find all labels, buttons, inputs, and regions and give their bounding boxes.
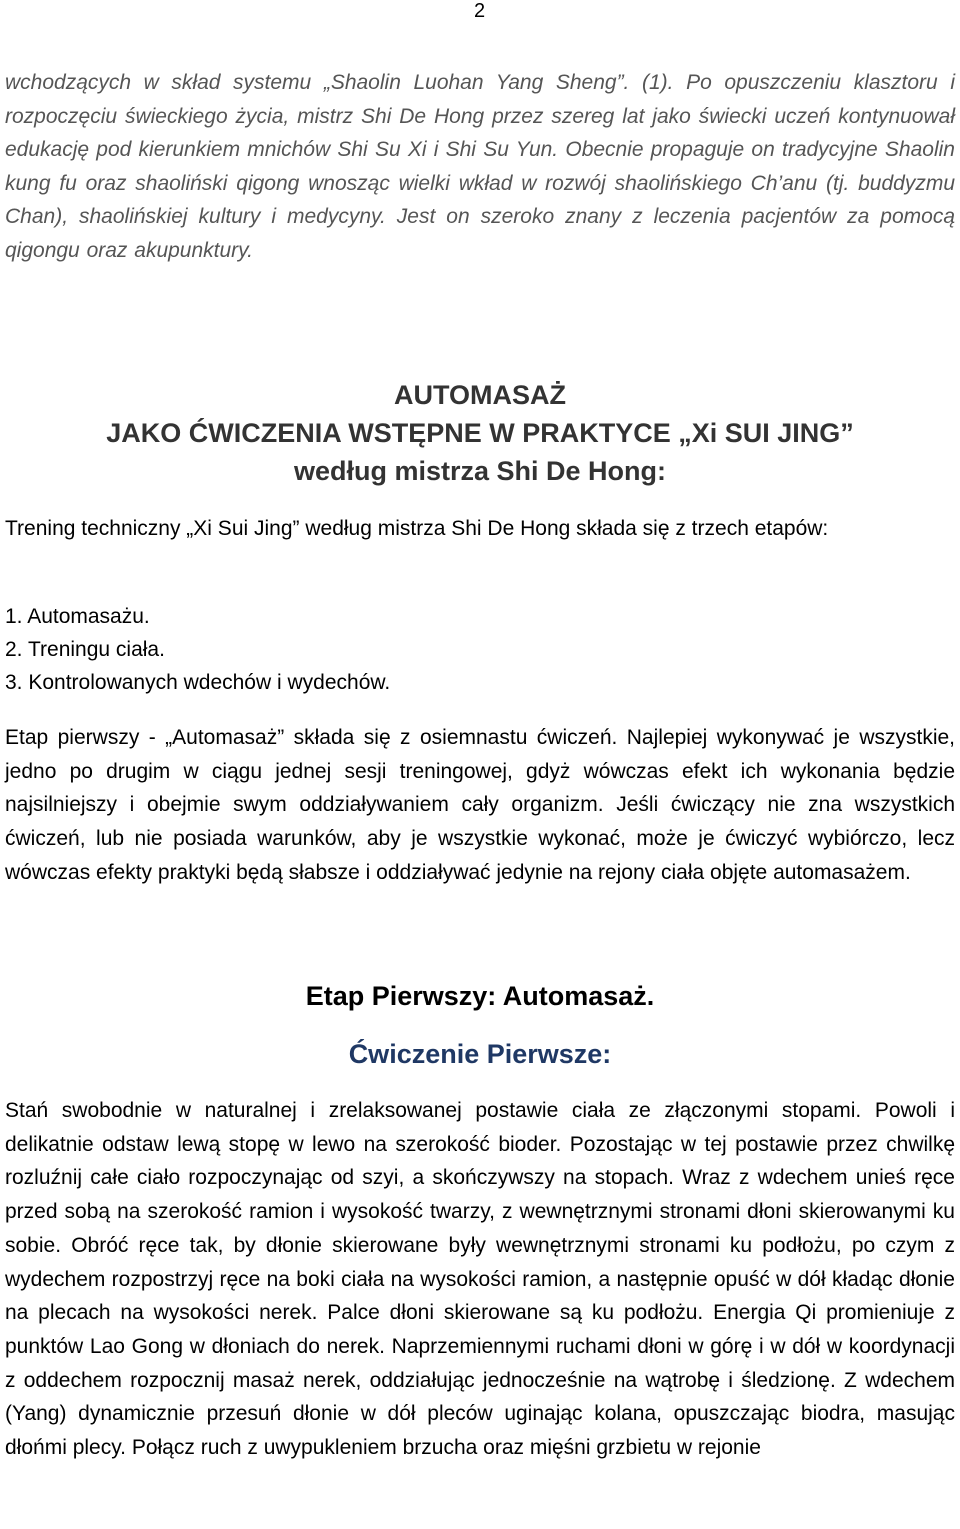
exercise-title: Ćwiczenie Pierwsze:: [348, 1039, 612, 1069]
section-heading: [0, 376, 960, 490]
page-number: 2: [474, 0, 486, 22]
stage-title: Etap Pierwszy: Automasaż.: [305, 981, 655, 1011]
heading-line-1: AUTOMASAŻ: [394, 380, 566, 410]
biography-paragraph: wchodzących w skład systemu „Shaolin Luohan Yang Sheng”. (1). Po opuszczeniu klasztoru i rozpoczęciu świeckiego życia, mistrz Shi De Hong przez szereg lat jako świecki uczeń kontynuował edukację pod kierunkiem mnichów Shi Su Xi i Shi Su Yun. Obecnie propaguje on tradycyjne Shaolin kung fu oraz shaoliński qigong wnosząc wielki wkład w rozwój shaolińskiego Ch’anu (tj. buddyzmu Chan), shaolińskiej kultury i medycyny. Jest on szeroko znany z leczenia pacjentów za pomocą qigongu oraz akupunktury.: [5, 71, 955, 262]
list-item: 3. Kontrolowanych wdechów i wydechów.: [5, 671, 391, 694]
exercise-instructions-paragraph: Stań swobodnie w naturalnej i zrelaksowanej postawie ciała ze złączonymi stopami. Powoli i delikatnie odstaw lewą stopę w lewo na szerokość bioder. Pozostając w tej postawie przez chwilkę rozluźnij całe ciało rozpoczynając od szyi, a skończywszy na stopach. Wraz z wdechem unieś ręce przed sobą na szerokość ramion i wysokość twarzy, z wewnętrznymi stronami dłoni skierowanymi ku sobie. Obróć ręce tak, by dłonie skierowane były wewnętrznymi stronami ku podłożu, po czym z wydechem rozpostrzyj ręce na boki ciała na wysokości ramion, a następnie opuść w dół kładąc dłonie na plecach na wysokości nerek. Palce dłoni skierowane są ku podłożu. Energia Qi promieniuje z punktów Lao Gong w dłoniach do nerek. Naprzemiennymi ruchami dłoni w górę i w dół w koordynacji z oddechem rozpocznij masaż nerek, oddziałując jednocześnie na wątrobę i śledzionę. Z wdechem (Yang) dynamicznie przesuń dłonie w dół pleców uginając kolana, opuszczając biodra, masując dłońmi plecy. Połącz ruch z uwypukleniem brzucha oraz mięśni grzbietu w rejonie: [5, 1099, 955, 1460]
training-intro: Trening techniczny „Xi Sui Jing” według mistrza Shi De Hong składa się z trzech etapów:: [5, 517, 829, 540]
heading-line-2: JAKO ĆWICZENIA WSTĘPNE W PRAKTYCE „Xi SUI JING”: [106, 418, 854, 448]
list-item: 2. Treningu ciała.: [5, 638, 165, 661]
list-item: 1. Automasażu.: [5, 605, 150, 628]
heading-line-3: według mistrza Shi De Hong:: [293, 456, 667, 486]
stage-description-paragraph: Etap pierwszy - „Automasaż” składa się z osiemnastu ćwiczeń. Najlepiej wykonywać je wszystkie, jedno po drugim w ciągu jednej sesji treningowej, gdyż wówczas efekt ich wykonania będzie najsilniejszy i obejmie swym oddziaływaniem cały organizm. Jeśli ćwiczący nie zna wszystkich ćwiczeń, lub nie posiada warunków, aby je wszystkie wykonać, może je ćwiczyć wybiórczo, lecz wówczas efekty praktyki będą słabsze i oddziaływać jedynie na rejony ciała objęte automasażem.: [5, 726, 955, 884]
training-steps-list: [5, 600, 955, 699]
